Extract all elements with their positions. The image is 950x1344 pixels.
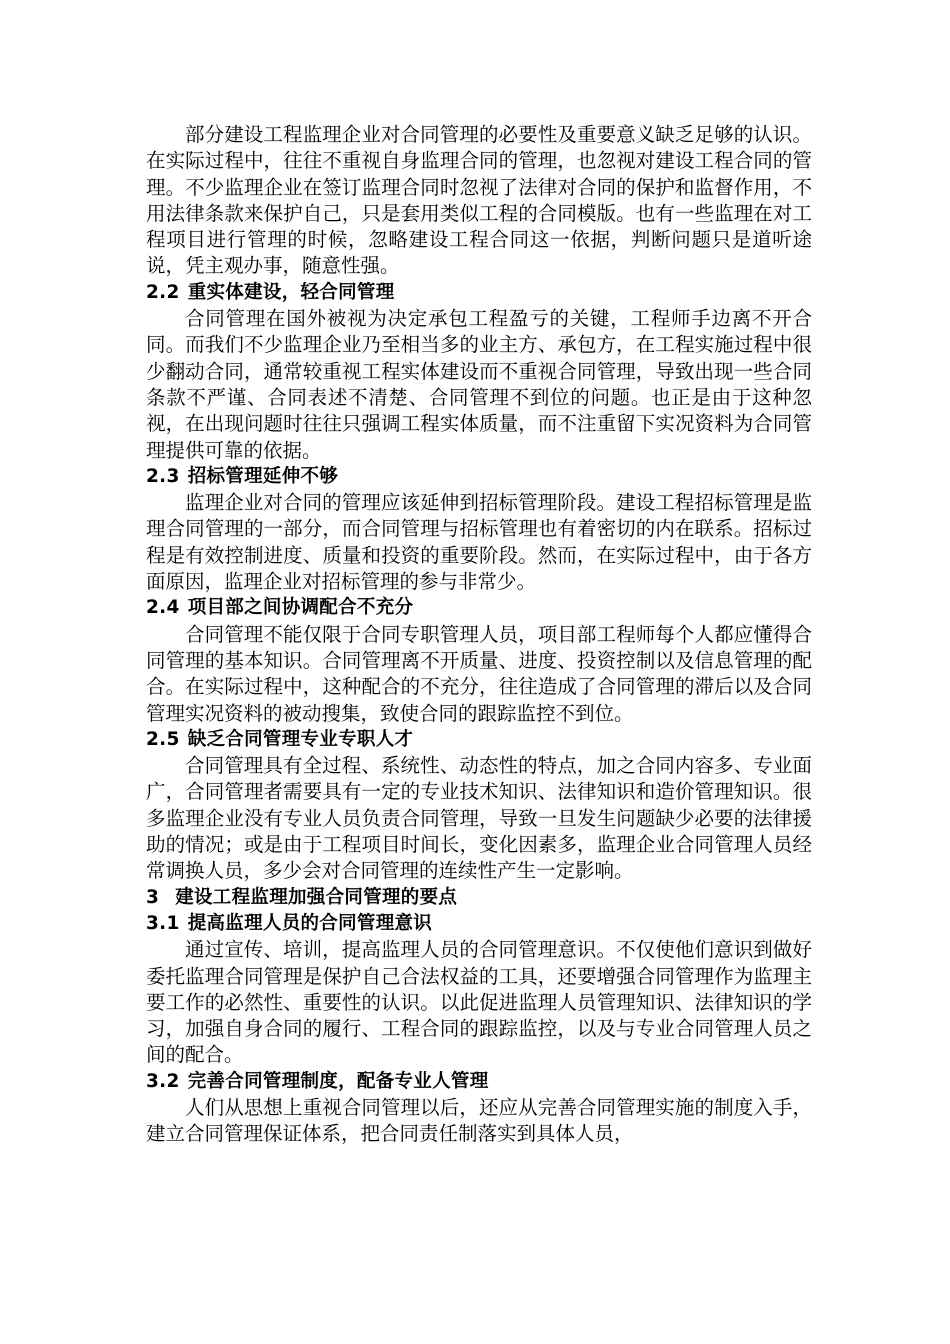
section-title: 提高监理人员的合同管理意识 [187,912,433,934]
section-number: 3 [146,886,160,908]
paragraph-3-2-body: 人们从思想上重视合同管理以后，还应从完善合同管理实施的制度入手，建立合同管理保证体系，把合同责任制落实到具体人员， [146,1095,812,1146]
section-title: 完善合同管理制度，配备专业人管理 [187,1070,489,1092]
section-number: 2.2 [146,281,180,303]
section-title: 重实体建设，轻合同管理 [187,281,395,303]
paragraph-2-3-body: 监理企业对合同的管理应该延伸到招标管理阶段。建设工程招标管理是监理合同管理的一部分，而合同管理与招标管理也有着密切的内在联系。招标过程是有效控制进度、质量和投资的重要阶段。然而，在实际过程中，由于各方面原因，监理企业对招标管理的参与非常少。 [146,491,812,594]
paragraph-2-1-body: 部分建设工程监理企业对合同管理的必要性及重要意义缺乏足够的认识。在实际过程中，往往不重视自身监理合同的管理，也忽视对建设工程合同的管理。不少监理企业在签订监理合同时忽视了法律对合同的保护和监督作用，不用法律条款来保护自己，只是套用类似工程的合同模版。也有一些监理在对工程项目进行管理的时候，忽略建设工程合同这一依据，判断问题只是道听途说，凭主观办事，随意性强。 [146,123,812,278]
section-number: 2.3 [146,465,180,487]
section-heading-2-2 [146,280,812,306]
section-number: 2.5 [146,728,180,750]
section-heading-2-3 [146,464,812,490]
paragraph-2-4-body: 合同管理不能仅限于合同专职管理人员，项目部工程师每个人都应懂得合同管理的基本知识。合同管理离不开质量、进度、投资控制以及信息管理的配合。在实际过程中，这种配合的不充分，往往造成了合同管理的滞后以及合同管理实况资料的被动搜集，致使合同的跟踪监控不到位。 [146,622,812,725]
document-page [146,122,812,1148]
section-heading-2-4 [146,595,812,621]
chapter-heading-3 [146,885,812,911]
section-title: 项目部之间协调配合不充分 [187,597,414,619]
section-heading-2-5 [146,727,812,753]
section-title: 招标管理延伸不够 [187,465,339,487]
section-number: 3.2 [146,1070,180,1092]
section-heading-3-1 [146,911,812,937]
paragraph-2-5-body: 合同管理具有全过程、系统性、动态性的特点，加之合同内容多、专业面广，合同管理者需要具有一定的专业技术知识、法律知识和造价管理知识。很多监理企业没有专业人员负责合同管理，导致一旦发生问题缺少必要的法律援助的情况；或是由于工程项目时间长，变化因素多，监理企业合同管理人员经常调换人员，多少会对合同管理的连续性产生一定影响。 [146,754,812,883]
section-title: 缺乏合同管理专业专职人才 [187,728,414,750]
section-heading-3-2 [146,1069,812,1095]
paragraph-2-2-body: 合同管理在国外被视为决定承包工程盈亏的关键，工程师手边离不开合同。而我们不少监理企业乃至相当多的业主方、承包方，在工程实施过程中很少翻动合同，通常较重视工程实体建设而不重视合同管理，导致出现一些合同条款不严谨、合同表述不清楚、合同管理不到位的问题。也正是由于这种忽视，在出现问题时往往只强调工程实体质量，而不注重留下实况资料为合同管理提供可靠的依据。 [146,307,812,462]
paragraph-3-1-body: 通过宣传、培训，提高监理人员的合同管理意识。不仅使他们意识到做好委托监理合同管理是保护自己合法权益的工具，还要增强合同管理作为监理主要工作的必然性、重要性的认识。以此促进监理人员管理知识、法律知识的学习，加强自身合同的履行、工程合同的跟踪监控，以及与专业合同管理人员之间的配合。 [146,938,812,1067]
section-title: 建设工程监理加强合同管理的要点 [175,886,458,908]
section-number: 3.1 [146,912,180,934]
section-number: 2.4 [146,597,180,619]
